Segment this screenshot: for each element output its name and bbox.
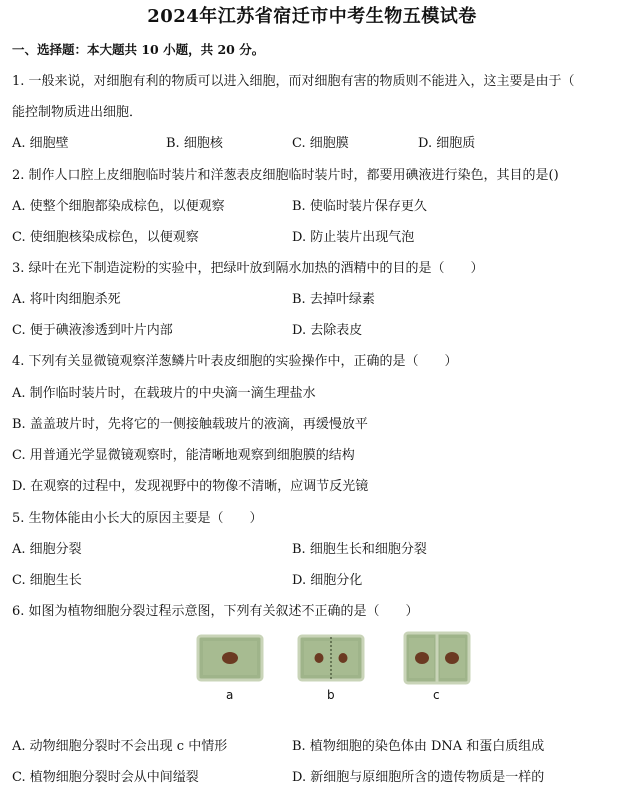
q3-option-d: D. 去除表皮: [292, 323, 363, 338]
q6-option-d: D. 新细胞与原细胞所含的遗传物质是一样的: [292, 770, 545, 785]
cell-b: [299, 636, 363, 680]
figure-label-b: b: [327, 688, 335, 702]
figure-label-a: a: [226, 688, 234, 702]
question-3-line-1: 3. 绿叶在光下制造淀粉的实验中，把绿叶放到隔水加热的酒精中的目的是（ ）: [12, 261, 484, 276]
question-6-line-1: 6. 如图为植物细胞分裂过程示意图，下列有关叙述不正确的是（ ）: [12, 604, 419, 619]
q1-option-d: D. 细胞质: [418, 136, 476, 151]
cell-a: [198, 636, 262, 680]
q4-option-b: B. 盖盖玻片时，先将它的一侧接触载玻片的液滴，再缓慢放平: [12, 417, 368, 432]
q1-option-a: A. 细胞壁: [12, 136, 69, 151]
section-heading: 一、选择题：本大题共 10 小题，共 20 分。: [12, 42, 265, 57]
nucleus-icon: [339, 653, 348, 663]
q6-option-a: A. 动物细胞分裂时不会出现 c 中情形: [12, 739, 228, 754]
nucleus-icon: [315, 653, 324, 663]
q4-option-c: C. 用普通光学显微镜观察时，能清晰地观察到细胞膜的结构: [12, 448, 355, 463]
page-title: 2024年江苏省宿迁市中考生物五模试卷: [147, 6, 477, 27]
q2-option-c: C. 使细胞核染成棕色，以便观察: [12, 230, 199, 245]
q5-option-a: A. 细胞分裂: [12, 542, 82, 557]
question-2-line-1: 2. 制作人口腔上皮细胞临时装片和洋葱表皮细胞临时装片时，都要用碘液进行染色，其目的是(): [12, 168, 559, 183]
q5-option-c: C. 细胞生长: [12, 573, 82, 588]
q3-option-a: A. 将叶肉细胞杀死: [12, 292, 121, 307]
q3-option-b: B. 去掉叶绿素: [292, 292, 375, 307]
q2-option-a: A. 使整个细胞都染成棕色，以便观察: [12, 199, 225, 214]
q2-option-d: D. 防止装片出现气泡: [292, 230, 415, 245]
nucleus-icon: [222, 652, 238, 664]
question-1-line-1: 1. 一般来说，对细胞有利的物质可以进入细胞，而对细胞有害的物质则不能进入，这主要是由于（: [12, 74, 575, 89]
question-1-line-2: 能控制物质进出细胞．: [12, 105, 143, 120]
question-5-line-1: 5. 生物体能由小长大的原因主要是（ ）: [12, 511, 263, 526]
q2-option-b: B. 使临时装片保存更久: [292, 199, 427, 214]
cell-division-figure: [195, 630, 475, 710]
q4-option-a: A. 制作临时装片时，在载玻片的中央滴一滴生理盐水: [12, 386, 316, 401]
q1-option-c: C. 细胞膜: [292, 136, 349, 151]
q4-option-d: D. 在观察的过程中，发现视野中的物像不清晰，应调节反光镜: [12, 479, 369, 494]
q5-option-d: D. 细胞分化: [292, 573, 363, 588]
q6-option-b: B. 植物细胞的染色体由 DNA 和蛋白质组成: [292, 739, 545, 754]
cell-c: [405, 633, 469, 683]
q5-option-b: B. 细胞生长和细胞分裂: [292, 542, 427, 557]
nucleus-icon: [415, 652, 429, 664]
q3-option-c: C. 便于碘液渗透到叶片内部: [12, 323, 173, 338]
question-4-line-1: 4. 下列有关显微镜观察洋葱鳞片叶表皮细胞的实验操作中，正确的是（ ）: [12, 354, 458, 369]
q1-option-b: B. 细胞核: [166, 136, 223, 151]
q6-option-c: C. 植物细胞分裂时会从中间缢裂: [12, 770, 199, 785]
figure-label-c: c: [433, 688, 440, 702]
nucleus-icon: [445, 652, 459, 664]
